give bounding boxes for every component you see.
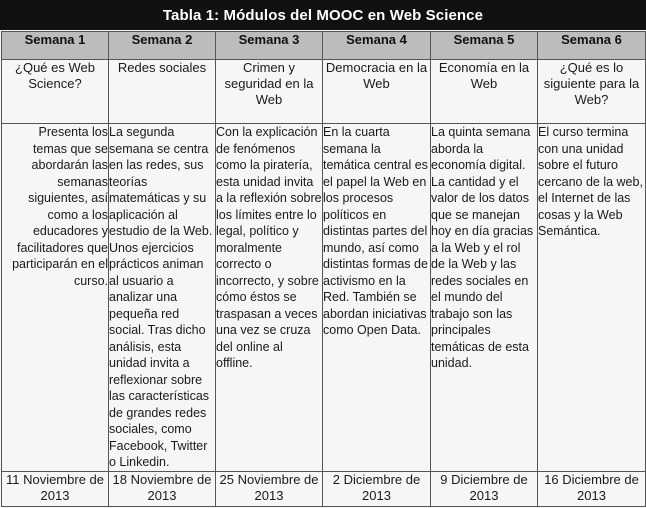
topic-row <box>2 60 646 124</box>
week-date-5: 9 Diciembre de 2013 <box>431 471 538 507</box>
date-row <box>2 471 646 507</box>
week-date-6: 16 Diciembre de 2013 <box>538 471 646 507</box>
week-description-1: Presenta los temas que se abordarán las semanas siguientes, así como a los educadores y facilitadores que participarán en el curso. <box>2 124 109 472</box>
week-topic-3: Crimen y seguridad en la Web <box>216 60 323 124</box>
week-description-5: La quinta semana aborda la economía digital. La cantidad y el valor de los datos que se manejan hoy en día gracias a la Web y el rol de la Web y las redes sociales en el mundo del trabajo son las principales temáticas de esta unidad. <box>431 124 538 472</box>
week-header-3: Semana 3 <box>216 32 323 60</box>
week-date-4: 2 Diciembre de 2013 <box>323 471 431 507</box>
mooc-modules-table <box>1 31 646 507</box>
table-title: Tabla 1: Módulos del MOOC en Web Science <box>0 0 646 30</box>
week-description-3: Con la explicación de fenómenos como la piratería, esta unidad invita a la reflexión sobre los límites entre lo legal, político y moralmente correcto o incorrecto, y sobre cómo éstos se traspasan a veces una vez se cruza del online al offline. <box>216 124 323 472</box>
week-topic-2: Redes sociales <box>109 60 216 124</box>
week-topic-5: Economía en la Web <box>431 60 538 124</box>
header-row <box>2 32 646 60</box>
week-topic-1: ¿Qué es Web Science? <box>2 60 109 124</box>
description-row <box>2 124 646 472</box>
week-date-3: 25 Noviembre de 2013 <box>216 471 323 507</box>
week-topic-4: Democracia en la Web <box>323 60 431 124</box>
week-description-4: En la cuarta semana la temática central es el papel la Web en los procesos políticos en distintas partes del mundo, así como distintas formas de activismo en la Red. También se abordan iniciativas como Open Data. <box>323 124 431 472</box>
week-description-6: El curso termina con una unidad sobre el futuro cercano de la web, el Internet de las cosas y la Web Semántica. <box>538 124 646 472</box>
week-header-2: Semana 2 <box>109 32 216 60</box>
week-topic-6: ¿Qué es lo siguiente para la Web? <box>538 60 646 124</box>
week-description-2: La segunda semana se centra en las redes, sus teorías matemáticas y su aplicación al estudio de la Web. Unos ejercicios prácticos animan al usuario a analizar una pequeña red social. Tras dicho análisis, esta unidad invita a reflexionar sobre las características de grandes redes sociales, como Facebook, Twitter o Linkedin. <box>109 124 216 472</box>
week-header-1: Semana 1 <box>2 32 109 60</box>
week-date-2: 18 Noviembre de 2013 <box>109 471 216 507</box>
week-date-1: 11 Noviembre de 2013 <box>2 471 109 507</box>
week-header-6: Semana 6 <box>538 32 646 60</box>
week-header-5: Semana 5 <box>431 32 538 60</box>
week-header-4: Semana 4 <box>323 32 431 60</box>
